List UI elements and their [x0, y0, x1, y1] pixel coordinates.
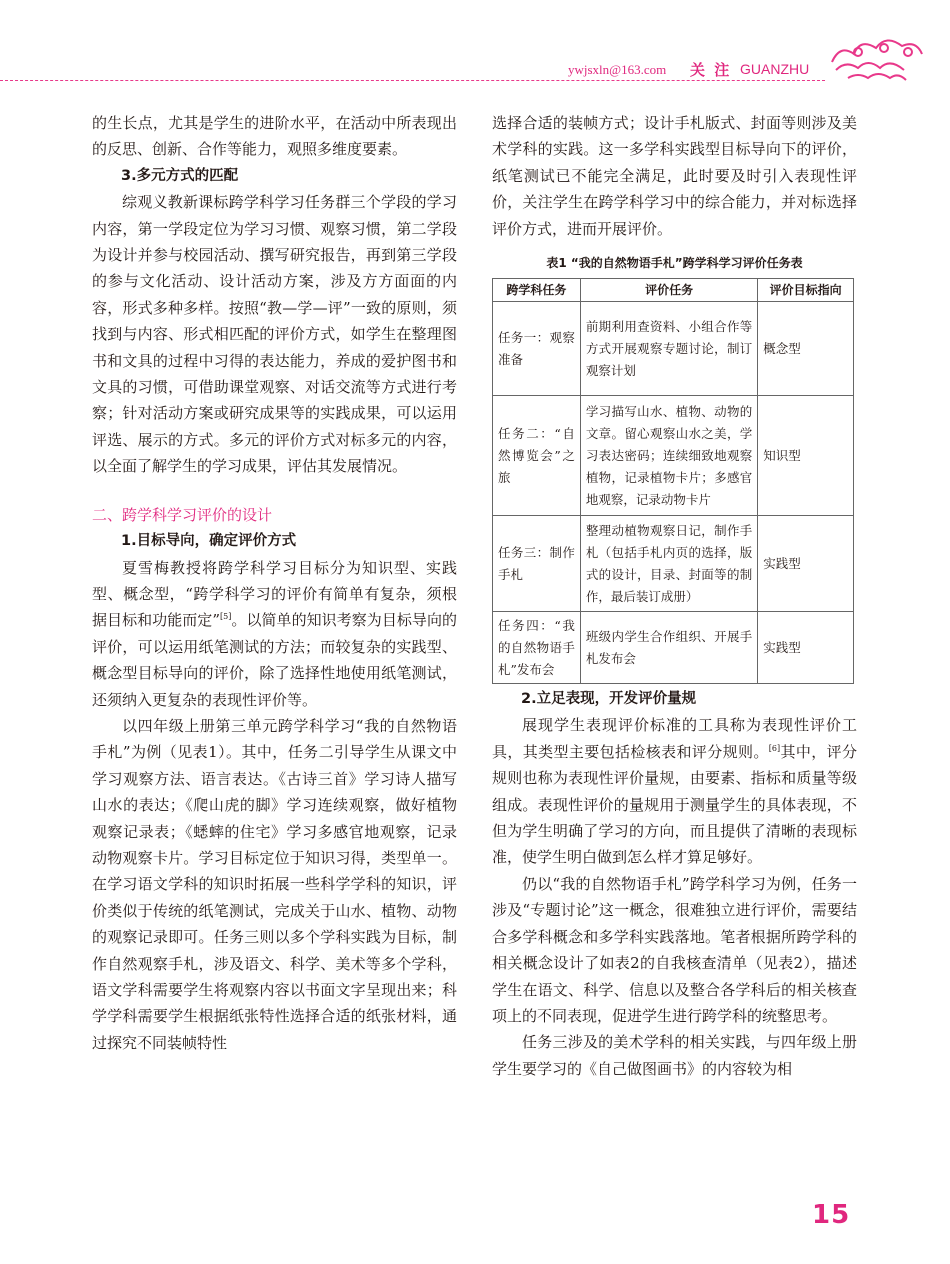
- citation: [5]: [220, 612, 232, 622]
- column-header: 评价目标指向: [758, 279, 854, 302]
- subheading: 3.多元方式的匹配: [121, 167, 239, 184]
- table-cell: 任务二：“自然博览会”之旅: [493, 396, 581, 516]
- table-row: [493, 396, 854, 516]
- cloud-ornament-icon: [822, 22, 932, 92]
- citation: [6]: [768, 743, 781, 753]
- paragraph: 夏雪梅教授将跨学科学习目标分为知识型、实践型、概念型，“跨学科学习的评价有简单有复杂，须根据目标和功能而定”[5]。以简单的知识考察为目标导向的评价，可以运用纸笔测试的方法；而较复杂的实践型、概念型目标导向的评价，除了选择性地使用纸笔测试，还须纳入更复杂的表现性评价等。: [92, 558, 457, 709]
- paragraph: 任务三涉及的美术学科的相关实践，与四年级上册学生要学习的《自己做图画书》的内容较为相: [492, 1033, 857, 1078]
- paragraph: 综观义教新课标跨学科学习任务群三个学段的学习内容，第一学段定位为学习习惯、观察习惯，第二学段为设计并参与校园活动、撰写研究报告，再到第三学段的参与文化活动、设计活动方案，涉及方方面面的内容，形式多种多样。按照“教—学—评”一致的原则，须找到与内容、形式相匹配的评价方式，如学生在整理图书和文具的过程中习得的表达能力，养成的爱护图书和文具的习惯，可借助课堂观察、对话交流等方式进行考察；针对活动方案或研究成果等的实践成果，可以运用评选、展示的方式。多元的评价方式对标多元的内容，以全面了解学生的学习成果，评估其发展情况。: [92, 193, 457, 476]
- table-cell: 任务四：“我的自然物语手札”发布会: [493, 612, 581, 684]
- paragraph: 选择合适的装帧方式；设计手札版式、封面等则涉及美术学科的实践。这一多学科实践型目标导向下的评价，纸笔测试已不能完全满足，此时要及时引入表现性评价，关注学生在跨学科学习中的综合能力，并对标选择评价方式，进而开展评价。: [492, 114, 857, 238]
- column-header: 跨学科任务: [493, 279, 581, 302]
- paragraph: 展现学生表现评价标准的工具称为表现性评价工具，其类型主要包括检核表和评分规则。[6]其中，评分规则也称为表现性评价量规，由要素、指标和质量等级组成。表现性评价的量规用于测量学生的具体表现，不但为学生明确了学习的方向，而且提供了清晰的表现标准，使学生明白做到怎么样才算足够好。: [492, 716, 857, 867]
- left-column: [92, 110, 457, 1056]
- table-cell: 实践型: [758, 516, 854, 612]
- subheading: 2.立足表现，开发评价量规: [521, 691, 697, 708]
- paragraph: 的生长点，尤其是学生的进阶水平，在活动中所表现出的反思、创新、合作等能力，观照多维度要素。: [92, 114, 457, 159]
- contact-email: ywjsxln@163.com: [568, 62, 667, 77]
- table-row: [493, 612, 854, 684]
- paragraph: 以四年级上册第三单元跨学科学习“我的自然物语手札”为例（见表1）。其中，任务二引导学生从课文中学习观察方法、语言表达。《古诗三首》学习诗人描写山水的表达；《爬山虎的脚》学习连续观察，做好植物观察记录表；《蟋蟀的住宅》学习多感官地观察，记录动物观察卡片。学习目标定位于知识习得，类型单一。在学习语文学科的知识时拓展一些科学学科的知识，评价类似于传统的纸笔测试，完成关于山水、植物、动物的观察记录即可。任务三则以多个学科实践为目标，制作自然观察手札，涉及语文、科学、美术等多个学科，语文学科需要学生将观察内容以书面文字呈现出来；科学学科需要学生根据纸张特性选择合适的纸张材料，通过探究不同装帧特性: [92, 716, 457, 1052]
- table-cell: 知识型: [758, 396, 854, 516]
- section-label: 关 注: [690, 61, 732, 79]
- right-column: [492, 110, 857, 1082]
- table-cell: 任务一：观察准备: [493, 302, 581, 396]
- table-cell: 任务三：制作手札: [493, 516, 581, 612]
- table-cell: 整理动植物观察日记，制作手札（包括手札内页的选择，版式的设计，目录、封面等的制作，最后装订成册）: [580, 516, 757, 612]
- subheading: 1.目标导向，确定评价方式: [121, 533, 297, 550]
- table-cell: 实践型: [758, 612, 854, 684]
- table-header-row: [493, 279, 854, 302]
- table-title: 表1 “我的自然物语手札”跨学科学习评价任务表: [546, 256, 803, 271]
- page-header: [0, 0, 950, 90]
- section-label-en: GUANZHU: [740, 61, 810, 77]
- table-cell: 班级内学生合作组织、开展手札发布会: [580, 612, 757, 684]
- table-cell: 前期利用查资料、小组合作等方式开展观察专题讨论，制订观察计划: [580, 302, 757, 396]
- table-row: [493, 516, 854, 612]
- evaluation-table: [492, 278, 854, 684]
- table-row: [493, 302, 854, 396]
- table-cell: 概念型: [758, 302, 854, 396]
- paragraph: 仍以“我的自然物语手札”跨学科学习为例，任务一涉及“专题讨论”这一概念，很难独立进行评价，需要结合多学科概念和多学科实践落地。笔者根据所跨学科的相关概念设计了如表2的自我核查清单（见表2），描述学生在语文、科学、信息以及整合各学科后的相关核查项上的不同表现，促进学生进行跨学科的统整思考。: [492, 874, 857, 1025]
- header-divider: [0, 80, 825, 81]
- section-heading: 二、跨学科学习评价的设计: [92, 505, 273, 524]
- page-number: 15: [812, 1200, 851, 1230]
- column-header: 评价任务: [580, 279, 757, 302]
- table-cell: 学习描写山水、植物、动物的文章。留心观察山水之美，学习表达密码；连续细致地观察植物，记录植物卡片；多感官地观察，记录动物卡片: [580, 396, 757, 516]
